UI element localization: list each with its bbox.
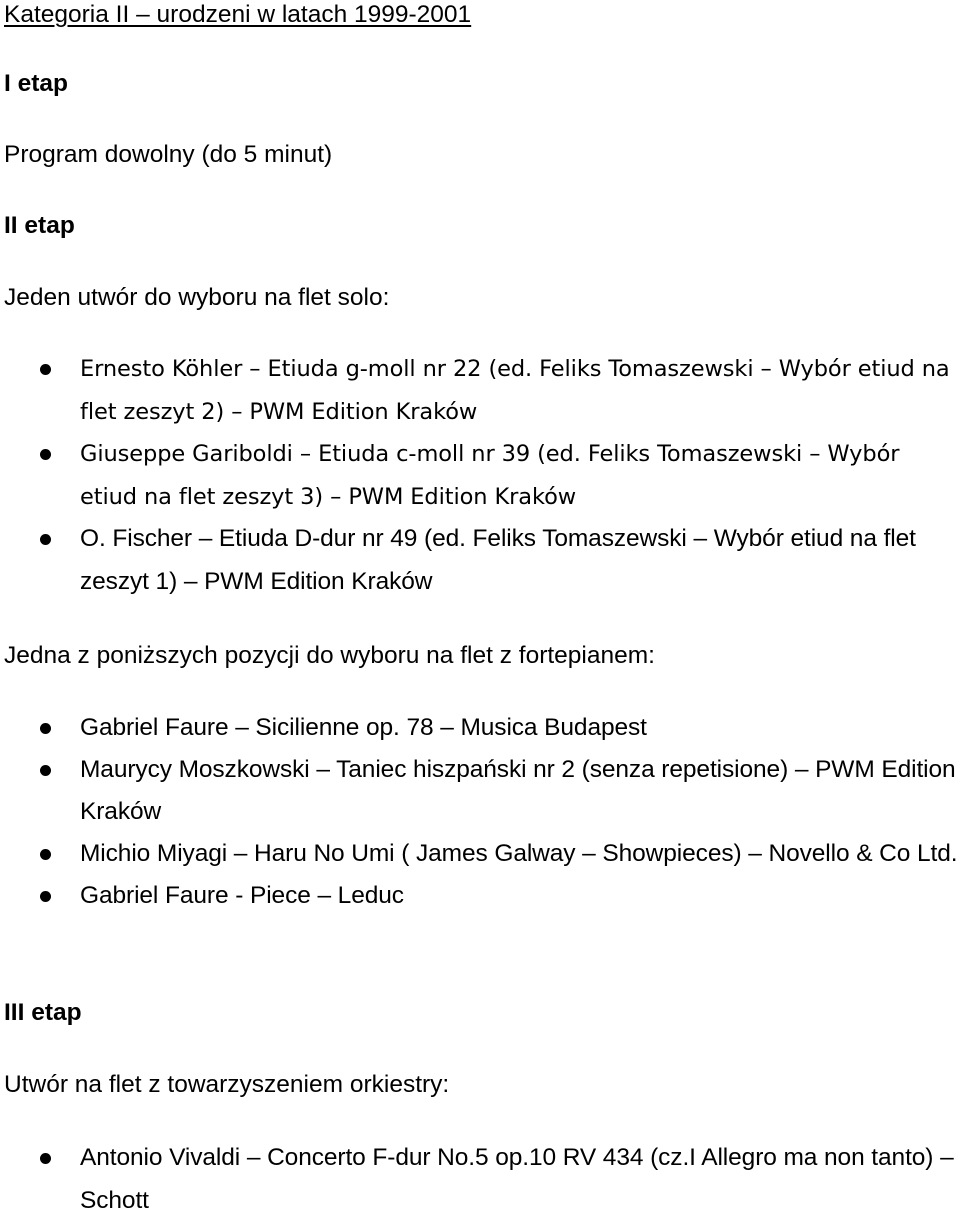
bullet-icon: [40, 1153, 51, 1164]
bullet-icon: [40, 891, 51, 902]
bullet-icon: [40, 534, 51, 545]
list-item: [0, 1137, 960, 1222]
piano-pieces-list: [0, 707, 960, 917]
list-item: [0, 833, 960, 875]
list-item: [0, 433, 960, 518]
list-item-text: Gabriel Faure – Sicilienne op. 78 – Musica Budapest: [80, 714, 647, 741]
list-item-text: O. Fischer – Etiuda D-dur nr 49 (ed. Feliks Tomaszewski – Wybór etiud na flet zeszyt 1) – PWM Edition Kraków: [80, 525, 916, 595]
list-item: [0, 707, 960, 749]
list-item-text: Antonio Vivaldi – Concerto F-dur No.5 op.10 RV 434 (cz.I Allegro ma non tanto) – Schott: [80, 1144, 954, 1214]
list-item: [0, 348, 960, 433]
list-item-text: Michio Miyagi – Haru No Umi ( James Galway – Showpieces) – Novello & Co Ltd.: [80, 840, 958, 867]
stage3-intro: Utwór na flet z towarzyszeniem orkiestry:: [4, 1071, 450, 1098]
solo-pieces-list: [0, 348, 960, 603]
bullet-icon: [40, 765, 51, 776]
document-title: Kategoria II – urodzeni w latach 1999-2001: [4, 1, 472, 28]
list-item-text: Ernesto Köhler – Etiuda g-moll nr 22 (ed. Feliks Tomaszewski – Wybór etiud na flet zeszyt 2) – PWM Edition Kraków: [80, 356, 950, 425]
bullet-icon: [40, 449, 51, 460]
bullet-icon: [40, 849, 51, 860]
list-item-text: Maurycy Moszkowski – Taniec hiszpański nr 2 (senza repetisione) – PWM Edition Kraków: [80, 756, 956, 825]
bullet-icon: [40, 364, 51, 375]
stage1-heading: I etap: [4, 70, 68, 97]
list-item: [0, 875, 960, 917]
list-item-text: Giuseppe Gariboldi – Etiuda c-moll nr 39 (ed. Feliks Tomaszewski – Wybór etiud na flet zeszyt 3) – PWM Edition Kraków: [80, 441, 900, 510]
stage2-heading: II etap: [4, 212, 75, 239]
list-item: [0, 518, 960, 603]
stage1-text: Program dowolny (do 5 minut): [4, 141, 333, 168]
stage3-heading: III etap: [4, 999, 82, 1026]
list-item-text: Gabriel Faure - Piece – Leduc: [80, 882, 404, 909]
stage2-solo-intro: Jeden utwór do wyboru na flet solo:: [4, 284, 390, 311]
bullet-icon: [40, 723, 51, 734]
stage2-piano-intro: Jedna z poniższych pozycji do wyboru na flet z fortepianem:: [4, 642, 655, 669]
orchestra-pieces-list: [0, 1137, 960, 1222]
list-item: [0, 749, 960, 833]
